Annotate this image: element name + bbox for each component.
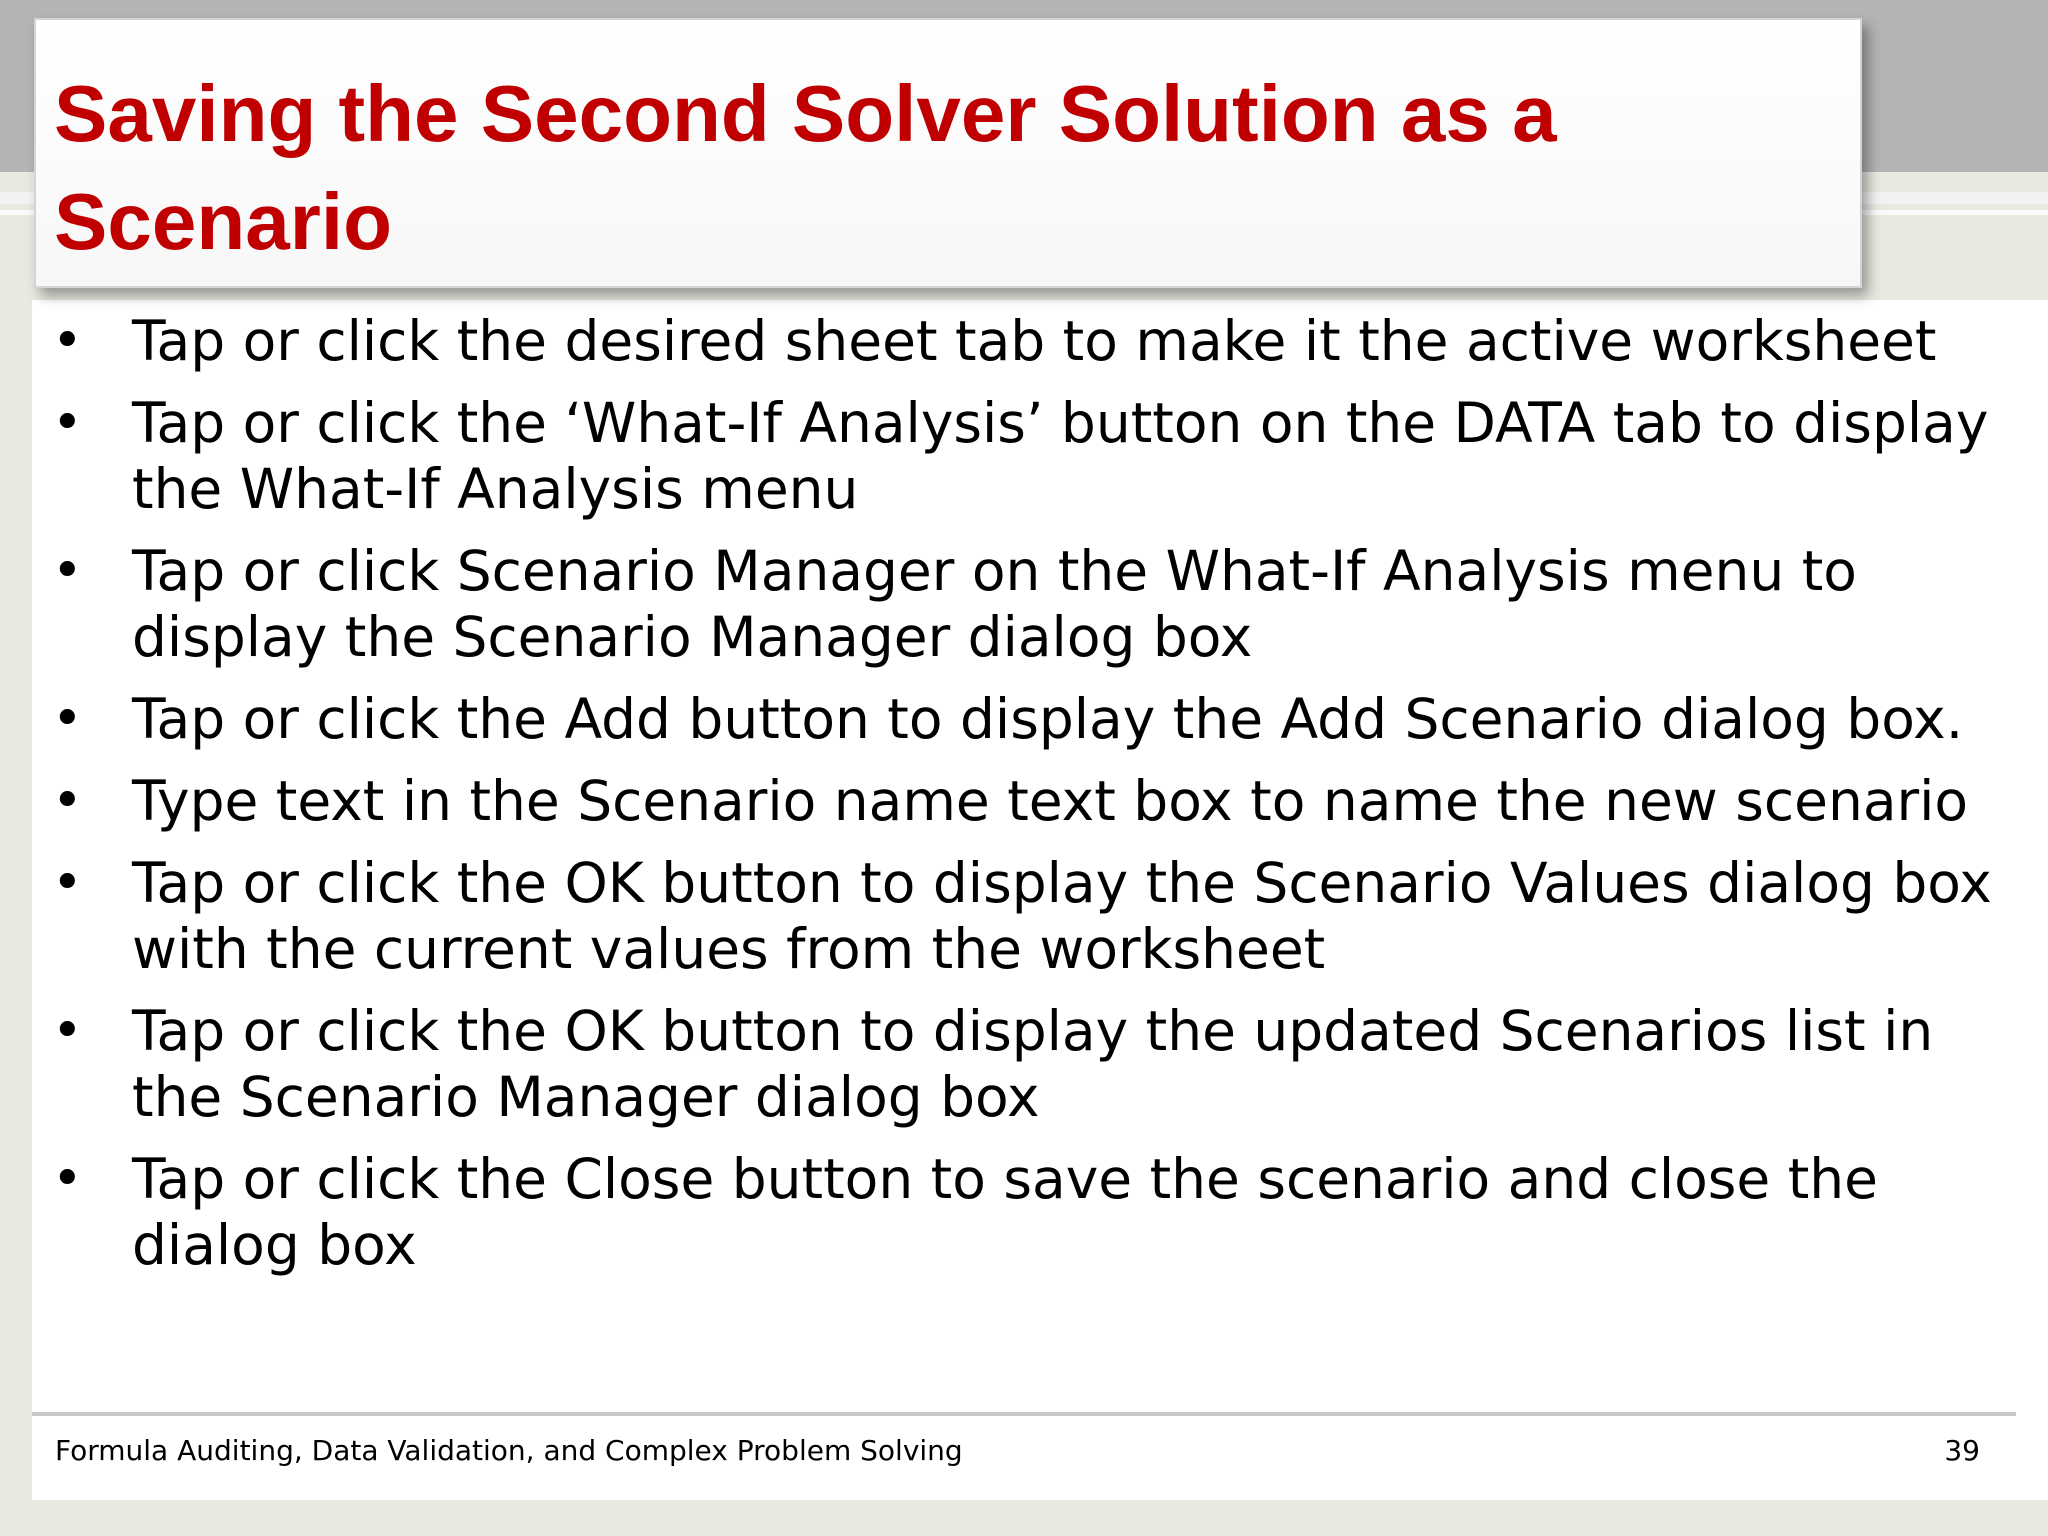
bullet-text: Tap or click Scenario Manager on the What-If Analysis menu to display the Scenario Manager dialog box (132, 539, 1857, 669)
bullet-item (50, 686, 2010, 752)
bullet-item (50, 390, 2010, 522)
bullet-item (50, 538, 2010, 670)
bullet-icon: • (52, 393, 83, 453)
bullet-icon: • (52, 1001, 83, 1061)
bullet-icon: • (52, 311, 83, 371)
footer-title: Formula Auditing, Data Validation, and Complex Problem Solving (55, 1434, 963, 1467)
slide-title: Saving the Second Solver Solution as a Scenario (54, 69, 1557, 266)
bullet-icon: • (52, 853, 83, 913)
bullet-text: Tap or click the OK button to display the Scenario Values dialog box with the current values from the worksheet (132, 851, 1992, 981)
bullet-text: Tap or click the Close button to save the scenario and close the dialog box (132, 1147, 1879, 1277)
bullet-list (50, 308, 2010, 1294)
bullet-item (50, 768, 2010, 834)
bullet-item (50, 1146, 2010, 1278)
bullet-item (50, 308, 2010, 374)
bullet-text: Tap or click the ‘What-If Analysis’ button on the DATA tab to display the What-If Analysis menu (132, 391, 1989, 521)
bullet-text: Tap or click the desired sheet tab to make it the active worksheet (132, 309, 1937, 373)
bullet-icon: • (52, 541, 83, 601)
bullet-icon: • (52, 1149, 83, 1209)
bullet-text: Tap or click the Add button to display the Add Scenario dialog box. (132, 687, 1964, 751)
footer-divider (32, 1412, 2016, 1416)
bullet-item (50, 998, 2010, 1130)
title-box (34, 18, 1862, 288)
bullet-text: Type text in the Scenario name text box to name the new scenario (132, 769, 1969, 833)
bullet-text: Tap or click the OK button to display the updated Scenarios list in the Scenario Manager dialog box (132, 999, 1934, 1129)
page-number: 39 (1944, 1434, 1980, 1467)
bullet-item (50, 850, 2010, 982)
bullet-icon: • (52, 689, 83, 749)
bullet-icon: • (52, 771, 83, 831)
